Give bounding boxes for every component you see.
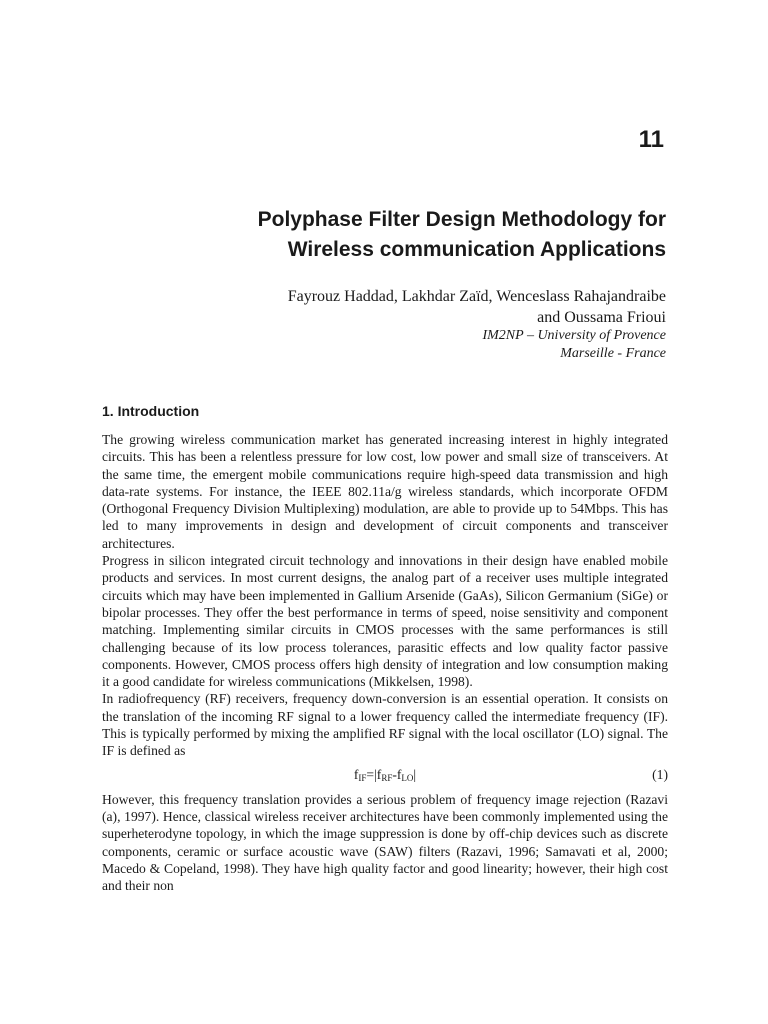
chapter-title-line: Wireless communication Applications	[287, 238, 666, 261]
section-heading: 1. Introduction	[102, 403, 200, 419]
equation-1	[102, 764, 668, 788]
paragraph: The growing wireless communication market has generated increasing interest in highly integrated circuits. This has been a relentless pressure for low cost, low power and small size of transceivers. At the same time, the emergent mobile communications require high-speed data transmission and high data-rate systems. For instance, the IEEE 802.11a/g wireless standards, which incorporate OFDM (Orthogonal Frequency Division Multiplexing) modulation, are able to provide up to 54Mbps. This has led to many improvements in design and development of circuit components and transceiver architectures.	[102, 432, 668, 551]
eq-subscript: LO	[401, 772, 414, 783]
affiliation-line: IM2NP – University of Provence	[482, 328, 666, 343]
author-line: and Oussama Frioui	[537, 309, 666, 326]
eq-symbol: f	[396, 766, 402, 782]
section-body	[102, 431, 668, 894]
equation-number: (1)	[652, 766, 668, 782]
paragraph: Progress in silicon integrated circuit technology and innovations in their design have enabled mobile products and services. In most current designs, the analog part of a receiver uses multiple integrated circuits which may have been implemented in Gallium Arsenide (GaAs), Silicon Germanium (SiGe) or bipolar processes. They offer the best performance in terms of speed, noise sensitivity and component matching. Implementing similar circuits in CMOS processes with the same performances is still challenging because of its low process tolerances, parasitic effects and low quality factor passive components. However, CMOS process offers high density of integration and low consumption making it a good candidate for wireless communications (Mikkelsen, 1998).	[102, 553, 668, 690]
eq-subscript: IF	[358, 772, 367, 783]
author-line: Fayrouz Haddad, Lakhdar Zaïd, Wenceslass Rahajandraibe	[287, 288, 666, 305]
author-list	[146, 286, 666, 328]
eq-symbol: f	[353, 766, 359, 782]
chapter-title	[146, 205, 666, 265]
equation-formula	[102, 766, 668, 787]
affiliation	[146, 327, 666, 363]
chapter-number: 11	[638, 126, 664, 153]
eq-operator: -	[392, 766, 397, 782]
eq-symbol: f	[376, 766, 382, 782]
eq-subscript: RF	[381, 772, 393, 783]
eq-operator: |	[413, 766, 417, 782]
eq-operator: =|	[366, 766, 377, 782]
paragraph: However, this frequency translation provides a serious problem of frequency image rejection (Razavi (a), 1997). Hence, classical wireless receiver architectures have been commonly implemented using the superheterodyne topology, in which the image suppression is done by off-chip devices such as discrete components, ceramic or surface acoustic wave (SAW) filters (Razavi, 1996; Samavati et al, 2000; Macedo & Copeland, 1998). They have high quality factor and good linearity; however, their high cost and their non	[102, 791, 668, 894]
affiliation-line: Marseille - France	[560, 346, 666, 361]
chapter-title-line: Polyphase Filter Design Methodology for	[257, 208, 666, 231]
paragraph: In radiofrequency (RF) receivers, frequency down-conversion is an essential operation. It consists on the translation of the incoming RF signal to a lower frequency called the intermediate frequency (IF). This is typically performed by mixing the amplified RF signal with the local oscillator (LO) signal. The IF is defined as	[102, 691, 668, 759]
